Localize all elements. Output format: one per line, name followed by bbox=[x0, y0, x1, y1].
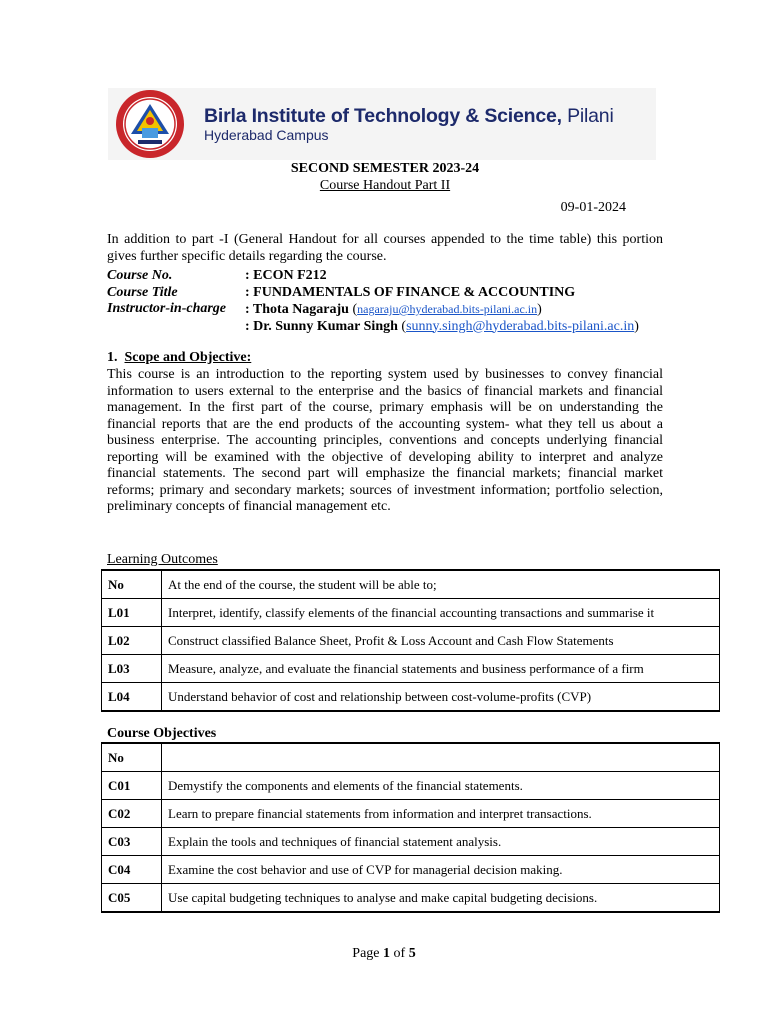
page-number bbox=[0, 946, 768, 962]
co-code: C05 bbox=[102, 884, 162, 913]
instructor-1-email-link[interactable]: nagaraju@hyderabad.bits-pilani.ac.in bbox=[357, 302, 538, 316]
table-row bbox=[102, 627, 720, 655]
co-code: C03 bbox=[102, 828, 162, 856]
instructor-2-email-link[interactable]: sunny.singh@hyderabad.bits-pilani.ac.in bbox=[406, 318, 635, 334]
instructor-row-2: : Dr. Sunny Kumar Singh (sunny.singh@hyderabad.bits-pilani.ac.in) bbox=[245, 318, 639, 334]
co-code: No bbox=[102, 743, 162, 772]
semester-title: SECOND SEMESTER 2023-24 bbox=[290, 161, 480, 176]
instructor-label: Instructor-in-charge bbox=[107, 301, 227, 316]
instructor-row-1: Instructor-in-charge : Thota Nagaraju (nagaraju@hyderabad.bits-pilani.ac.in) bbox=[107, 301, 542, 317]
lo-code: L02 bbox=[102, 627, 162, 655]
co-text: Use capital budgeting techniques to analyse and make capital budgeting decisions. bbox=[162, 884, 720, 913]
scope-heading bbox=[107, 350, 251, 366]
course-title-value: : FUNDAMENTALS OF FINANCE & ACCOUNTING bbox=[245, 284, 576, 300]
lo-text: Construct classified Balance Sheet, Profit & Loss Account and Cash Flow Statements bbox=[162, 627, 720, 655]
intro-paragraph: In addition to part -I (General Handout for all courses appended to the time table) this portion gives further specific details regarding the course. bbox=[107, 232, 663, 264]
course-info bbox=[107, 268, 639, 335]
institute-logo-banner bbox=[108, 88, 656, 160]
table-row bbox=[102, 856, 720, 884]
lo-text: At the end of the course, the student will be able to; bbox=[162, 570, 720, 599]
table-row bbox=[102, 800, 720, 828]
learning-outcomes-table bbox=[101, 569, 720, 712]
lo-code: L01 bbox=[102, 599, 162, 627]
table-row bbox=[102, 599, 720, 627]
lo-text: Measure, analyze, and evaluate the financial statements and business performance of a firm bbox=[162, 655, 720, 683]
course-no-value: : ECON F212 bbox=[245, 268, 327, 283]
page-current: 1 bbox=[383, 946, 391, 961]
lo-code: L03 bbox=[102, 655, 162, 683]
institute-campus: Hyderabad Campus bbox=[204, 127, 329, 143]
course-objectives-table bbox=[101, 742, 720, 913]
table-row bbox=[102, 570, 720, 599]
lo-text: Understand behavior of cost and relationship between cost-volume-profits (CVP) bbox=[162, 683, 720, 712]
co-text: Examine the cost behavior and use of CVP for managerial decision making. bbox=[162, 856, 720, 884]
table-row bbox=[102, 655, 720, 683]
co-text: Explain the tools and techniques of financial statement analysis. bbox=[162, 828, 720, 856]
page-total: 5 bbox=[408, 946, 416, 961]
table-row bbox=[102, 884, 720, 913]
institute-name-block bbox=[204, 105, 614, 143]
co-code: C01 bbox=[102, 772, 162, 800]
course-no-row bbox=[107, 268, 639, 285]
course-title-row bbox=[107, 285, 639, 302]
co-text: Learn to prepare financial statements from information and interpret transactions. bbox=[162, 800, 720, 828]
co-code: C04 bbox=[102, 856, 162, 884]
learning-outcomes-caption: Learning Outcomes bbox=[107, 552, 218, 567]
co-text bbox=[162, 743, 720, 772]
table-row bbox=[102, 683, 720, 712]
page-word: Page bbox=[352, 946, 380, 961]
institute-seal-icon bbox=[112, 88, 188, 160]
handout-title: Course Handout Part II bbox=[319, 178, 451, 193]
table-row bbox=[102, 772, 720, 800]
co-code: C02 bbox=[102, 800, 162, 828]
course-no-label: Course No. bbox=[107, 268, 173, 283]
instructor-1-name: : Thota Nagaraju bbox=[245, 302, 349, 317]
of-word: of bbox=[393, 946, 406, 961]
lo-code: No bbox=[102, 570, 162, 599]
instructor-2-name: : Dr. Sunny Kumar Singh bbox=[245, 318, 398, 334]
handout-date: 09-01-2024 bbox=[560, 200, 626, 215]
scope-number: 1. bbox=[107, 350, 118, 365]
table-row bbox=[102, 828, 720, 856]
course-objectives-caption: Course Objectives bbox=[107, 726, 217, 741]
co-text: Demystify the components and elements of the financial statements. bbox=[162, 772, 720, 800]
lo-code: L04 bbox=[102, 683, 162, 712]
course-title-label: Course Title bbox=[107, 284, 178, 300]
lo-text: Interpret, identify, classify elements of the financial accounting transactions and summarise it bbox=[162, 599, 720, 627]
institute-name: Birla Institute of Technology & Science, Pilani bbox=[204, 105, 614, 127]
table-row bbox=[102, 743, 720, 772]
scope-title: Scope and Objective: bbox=[124, 350, 252, 365]
scope-paragraph: This course is an introduction to the reporting system used by businesses to convey financial information to users external to the enterprise and the basics of financial markets and financial management. In the first part of the course, primary emphasis will be on understanding the financial reports that are the end products of the accounting system- what they tell us about a business enterprise. The accounting principles, conventions and concepts underlying financial reporting will be examined with the objective of developing ability to interpret and analyze financial statements. The second part will emphasize the financial markets; financial market reforms; primary and secondary markets; sources of investment information; portfolio selection, preliminary concepts of financial management etc. bbox=[107, 367, 663, 514]
